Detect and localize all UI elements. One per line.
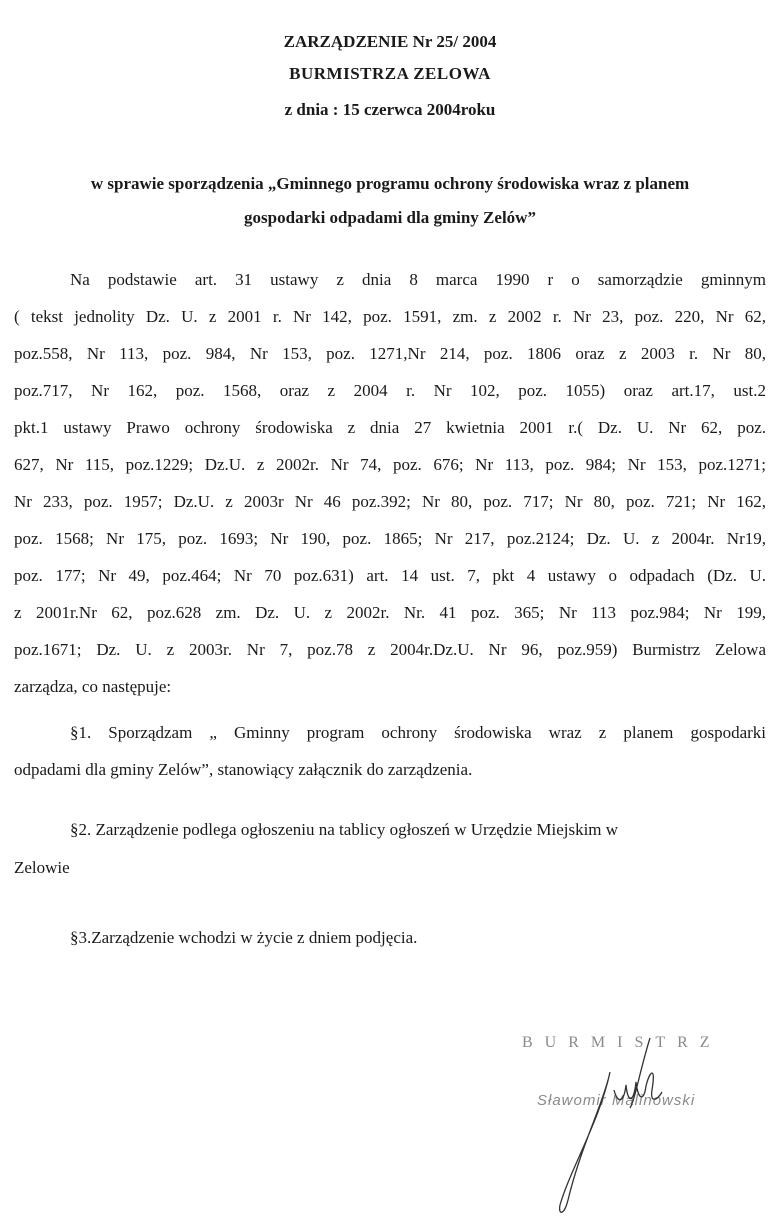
section-3-line: §3.Zarządzenie wchodzi w życie z dniem podjęcia. <box>70 928 418 947</box>
section-1-line: §1. Sporządzam „ Gminny program ochrony środowiska wraz z planem gospodarki <box>70 723 766 742</box>
preamble-line: zarządza, co następuje: <box>14 677 172 696</box>
subject-line-2: gospodarki odpadami dla gminy Zelów” <box>244 208 536 227</box>
section-2-line: Zelowie <box>14 858 70 877</box>
handwritten-signature <box>540 1030 720 1220</box>
preamble-line: poz.558, Nr 113, poz. 984, Nr 153, poz. 1271,Nr 214, poz. 1806 oraz z 2003 r. Nr 80, <box>14 344 766 363</box>
preamble-line: Nr 233, poz. 1957; Dz.U. z 2003r Nr 46 poz.392; Nr 80, poz. 717; Nr 80, poz. 721; Nr 162, <box>14 492 766 511</box>
preamble-line: Na podstawie art. 31 ustawy z dnia 8 marca 1990 r o samorządzie gminnym <box>70 270 766 289</box>
preamble-line: pkt.1 ustawy Prawo ochrony środowiska z dnia 27 kwietnia 2001 r.( Dz. U. Nr 62, poz. <box>14 418 766 437</box>
preamble-line: 627, Nr 115, poz.1229; Dz.U. z 2002r. Nr 74, poz. 676; Nr 113, poz. 984; Nr 153, poz.1271; <box>14 455 766 474</box>
document-issuer: BURMISTRZA ZELOWA <box>289 64 491 83</box>
subject-line-1: w sprawie sporządzenia „Gminnego programu ochrony środowiska wraz z planem <box>90 174 690 193</box>
document-date: z dnia : 15 czerwca 2004roku <box>284 100 496 119</box>
document-title: ZARZĄDZENIE Nr 25/ 2004 <box>283 32 497 51</box>
preamble-line: z 2001r.Nr 62, poz.628 zm. Dz. U. z 2002r. Nr. 41 poz. 365; Nr 113 poz.984; Nr 199, <box>14 603 766 622</box>
preamble-line: poz.717, Nr 162, poz. 1568, oraz z 2004 r. Nr 102, poz. 1055) oraz art.17, ust.2 <box>14 381 766 400</box>
section-1-line: odpadami dla gminy Zelów”, stanowiący załącznik do zarządzenia. <box>14 760 473 779</box>
stamp-title: BURMISTRZ <box>522 1034 722 1051</box>
preamble-line: poz.1671; Dz. U. z 2003r. Nr 7, poz.78 z 2004r.Dz.U. Nr 96, poz.959) Burmistrz Zelowa <box>14 640 766 659</box>
preamble-line: poz. 1568; Nr 175, poz. 1693; Nr 190, poz. 1865; Nr 217, poz.2124; Dz. U. z 2004r. Nr19, <box>14 529 766 548</box>
preamble-line: poz. 177; Nr 49, poz.464; Nr 70 poz.631) art. 14 ust. 7, pkt 4 ustawy o odpadach (Dz. U. <box>14 566 766 585</box>
preamble-line: ( tekst jednolity Dz. U. z 2001 r. Nr 142, poz. 1591, zm. z 2002 r. Nr 23, poz. 220, Nr 62, <box>14 307 766 326</box>
section-2-line: §2. Zarządzenie podlega ogłoszeniu na tablicy ogłoszeń w Urzędzie Miejskim w <box>70 820 619 839</box>
stamp-name: Sławomir Malinowski <box>537 1092 696 1109</box>
